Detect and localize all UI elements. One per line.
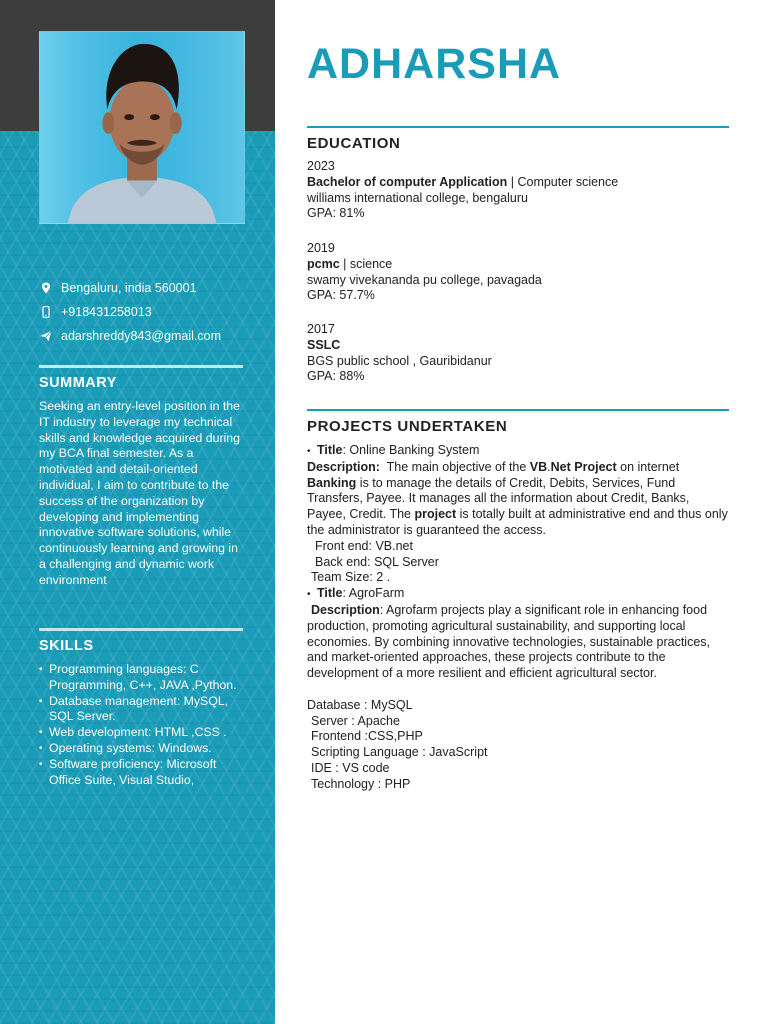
- description-text: on internet: [616, 459, 680, 474]
- edu-degree-line: [307, 338, 729, 354]
- edu-gpa: GPA: 88%: [307, 369, 365, 384]
- education-entry: [307, 159, 729, 222]
- edu-school: BGS public school , Gauribidanur: [307, 353, 492, 368]
- education-entry: [307, 322, 729, 385]
- spacer: [307, 682, 729, 698]
- phone-text: +918431258013: [61, 305, 152, 319]
- description-text: The main objective of the: [379, 459, 530, 474]
- edu-year: 2019: [307, 241, 335, 255]
- project-title: : Online Banking System: [342, 443, 480, 457]
- skills-list: [39, 662, 249, 788]
- profile-photo: [39, 31, 245, 224]
- description-bold: Net Project: [550, 459, 617, 474]
- edu-field: | Computer science: [507, 174, 619, 189]
- projects-divider: [307, 409, 729, 411]
- edu-field: | science: [339, 256, 393, 271]
- summary-heading: SUMMARY: [39, 375, 117, 391]
- location-text: Bengaluru, india 560001: [61, 281, 197, 295]
- tech-item: Server : Apache: [311, 713, 400, 728]
- edu-school: williams international college, bengaluru: [307, 190, 528, 205]
- tech-item: Database : MySQL: [307, 697, 413, 712]
- project-team-size: Team Size: 2 .: [311, 570, 391, 585]
- bullet-icon: •: [307, 589, 311, 601]
- edu-year: 2023: [307, 159, 335, 173]
- skill-item: • Web development: HTML ,CSS .: [39, 725, 249, 741]
- edu-gpa: GPA: 81%: [307, 206, 365, 221]
- project-description: [307, 603, 729, 682]
- project-backend: Back end: SQL Server: [315, 554, 439, 569]
- education-entry: [307, 241, 729, 304]
- bullet-icon: •: [307, 446, 311, 457]
- tech-item: Frontend :CSS,PHP: [311, 729, 423, 744]
- contact-phone: [39, 300, 249, 324]
- edu-degree: SSLC: [307, 337, 341, 352]
- edu-degree: pcmc: [307, 256, 340, 271]
- skills-divider: [39, 628, 243, 631]
- description-label: Description: [311, 602, 380, 617]
- edu-year: 2017: [307, 322, 335, 336]
- send-plane-icon: [39, 329, 53, 343]
- mobile-phone-icon: [39, 305, 53, 319]
- skills-heading: SKILLS: [39, 638, 94, 654]
- project-description: [307, 460, 729, 539]
- projects-section: [307, 443, 729, 793]
- project-title-label: Title: [317, 443, 343, 457]
- skill-item: • Operating systems: Windows.: [39, 741, 249, 757]
- projects-heading: PROJECTS UNDERTAKEN: [307, 418, 508, 435]
- project-title-line: [307, 443, 729, 460]
- summary-divider: [39, 365, 243, 368]
- description-text: .: [547, 459, 551, 474]
- project-title: : AgroFarm: [342, 586, 405, 601]
- tech-item: Technology : PHP: [311, 776, 411, 791]
- edu-degree: Bachelor of computer Application: [307, 174, 508, 189]
- project-title-label: Title: [317, 586, 343, 601]
- edu-degree-line: [307, 175, 729, 191]
- description-text: : Agrofarm projects play a significant role in enhancing food production, promoting agricultural sustainability, and supporting local economies. By combining innovative technologies, sustainable practices, and market-oriented approaches, these projects contribute to the development of a more resilient and efficient agricultural sector.: [307, 602, 711, 681]
- candidate-name: ADHARSHA: [307, 40, 562, 88]
- edu-gpa: GPA: 57.7%: [307, 288, 375, 303]
- description-bold: VB: [529, 459, 548, 474]
- project-frontend: Front end: VB.net: [315, 538, 413, 553]
- description-text: is to manage the details of Credit, Debits, Services, Fund Transfers, Payee. It manages all the information about Credit, Banks, Payee, Credit. The: [307, 475, 690, 522]
- description-text: is totally built at administrative end and thus only the administrator is guaranteed the access.: [307, 507, 728, 537]
- project-title-line: [307, 586, 729, 603]
- description-bold: Banking: [307, 475, 357, 490]
- email-text[interactable]: adarshreddy843@gmail.com: [61, 329, 221, 343]
- description-label: Description:: [307, 459, 380, 474]
- skill-item: • Software proficiency: Microsoft Office Suite, Visual Studio,: [39, 757, 249, 789]
- contact-email: [39, 324, 249, 348]
- edu-school: swamy vivekananda pu college, pavagada: [307, 272, 542, 287]
- education-heading: EDUCATION: [307, 135, 401, 152]
- skill-item: • Programming languages: C Programming, C++, JAVA ,Python.: [39, 662, 249, 694]
- edu-degree-line: [307, 257, 729, 273]
- skill-item: • Database management: MySQL, SQL Server.: [39, 694, 249, 726]
- tech-item: Scripting Language : JavaScript: [311, 745, 488, 760]
- summary-text: Seeking an entry-level position in the IT industry to leverage my technical skills and knowledge acquired during my BCA final semester. As a motivated and detail-oriented individual, I aim to contribute to the success of the organization by developing and implementing innovative software solutions, while continuously learning and growing in a challenging and dynamic work environment: [39, 399, 240, 587]
- contact-info: [39, 276, 249, 348]
- location-pin-icon: [39, 281, 53, 295]
- education-divider: [307, 126, 729, 128]
- contact-location: [39, 276, 249, 300]
- tech-item: IDE : VS code: [311, 760, 390, 775]
- description-bold: project: [414, 507, 457, 522]
